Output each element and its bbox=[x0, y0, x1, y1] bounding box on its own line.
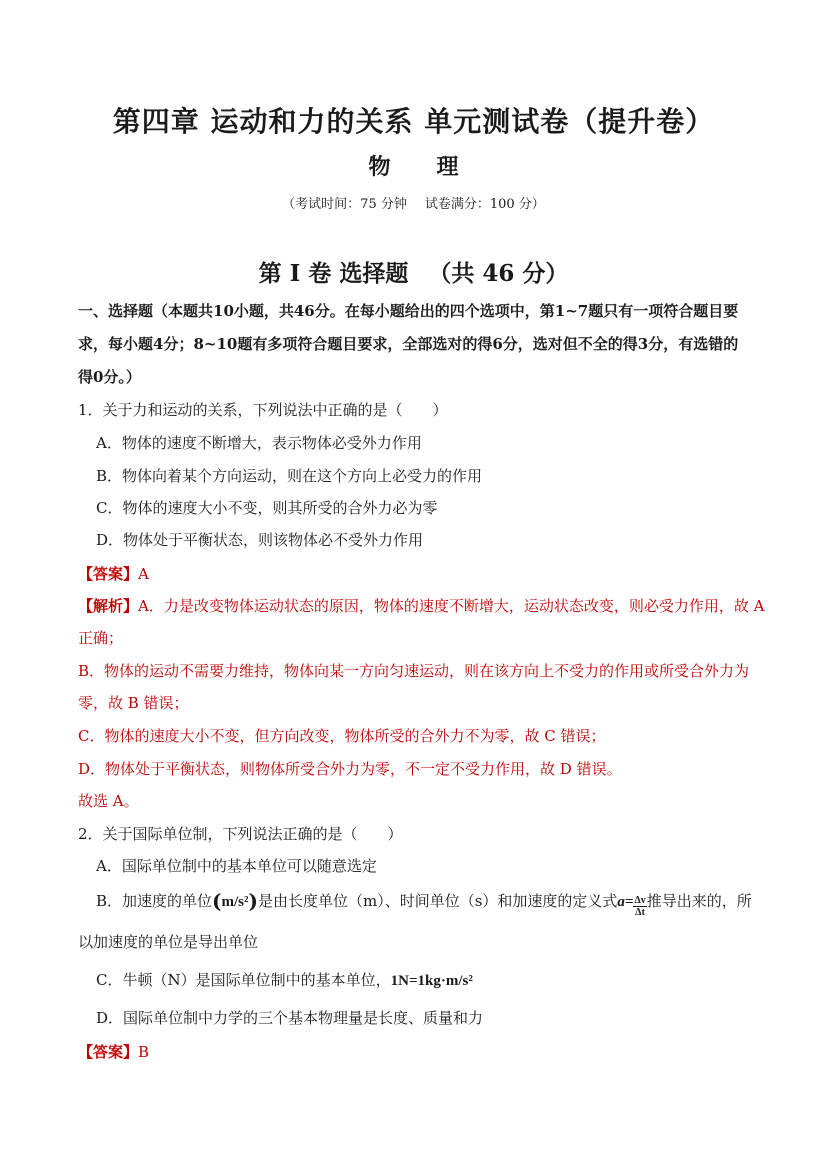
q1-option-a: A．物体的速度不断增大，表示物体必受外力作用 bbox=[96, 434, 422, 452]
paren-close: ) bbox=[248, 889, 258, 913]
instructions-line-3: 得0分。） bbox=[78, 368, 141, 386]
q1-option-c: C．物体的速度大小不变，则其所受的合外力必为零 bbox=[96, 499, 438, 517]
q1-stem: 1．关于力和运动的关系，下列说法中正确的是（ ） bbox=[78, 401, 448, 419]
q2-stem: 2．关于国际单位制，下列说法正确的是（ ） bbox=[78, 825, 403, 843]
q2-answer bbox=[78, 1041, 149, 1062]
q2-option-b-unit: m/s² bbox=[221, 894, 249, 910]
q1-option-b: B．物体向着某个方向运动，则在这个方向上必受力的作用 bbox=[96, 467, 483, 485]
exam-info bbox=[0, 193, 827, 212]
section-title-points: （共 46 分） bbox=[428, 260, 569, 287]
section-title-main: 第 Ⅰ 卷 选择题 bbox=[258, 260, 409, 287]
q2-option-b-line-1 bbox=[96, 889, 752, 918]
q1-analysis-a-line-1 bbox=[78, 595, 764, 616]
q2-option-c-pre: C．牛顿（N）是国际单位制中的基本单位， bbox=[96, 971, 391, 989]
q2-formula-numerator: Δv bbox=[634, 895, 646, 906]
q1-analysis-label: 【解析】 bbox=[78, 597, 139, 615]
q1-answer bbox=[78, 563, 149, 584]
q2-option-a: A．国际单位制中的基本单位可以随意选定 bbox=[96, 857, 377, 875]
q1-answer-label: 【答案】 bbox=[78, 565, 139, 583]
q1-answer-value: A bbox=[138, 565, 149, 583]
subject-title bbox=[0, 150, 827, 181]
q2-formula-lhs: a= bbox=[617, 894, 634, 910]
q2-answer-value: B bbox=[138, 1043, 150, 1061]
q2-formula-fraction bbox=[633, 895, 646, 918]
q1-conclusion: 故选 A。 bbox=[78, 792, 139, 810]
subject-char-2: 理 bbox=[436, 154, 459, 180]
q1-analysis-a-line-2: 正确； bbox=[78, 629, 124, 647]
section-title bbox=[0, 255, 827, 288]
q2-option-b-mid: 是由长度单位（m）、时间单位（s）和加速度的定义式 bbox=[257, 892, 618, 910]
paren-open: ( bbox=[212, 889, 222, 913]
q1-analysis-a-text: A．力是改变物体运动状态的原因，物体的速度不断增大，运动状态改变，则必受力作用，故 A bbox=[138, 597, 765, 615]
q2-option-b-pre: B．加速度的单位 bbox=[96, 892, 213, 910]
instructions-line-1: 一、选择题（本题共10小题，共46分。在每小题给出的四个选项中，第1~7题只有一项符合题目要 bbox=[78, 302, 739, 320]
q1-analysis-b-line-2: 零，故 B 错误； bbox=[78, 694, 189, 712]
q1-analysis-d: D．物体处于平衡状态，则物体所受合外力为零，不一定不受力作用，故 D 错误。 bbox=[78, 760, 622, 778]
q2-formula-denominator: Δt bbox=[635, 907, 645, 918]
exam-score: 试卷满分：100 分） bbox=[424, 197, 545, 212]
q2-option-b-line-2: 以加速度的单位是导出单位 bbox=[78, 933, 259, 951]
q2-option-b-post: 推导出来的，所 bbox=[646, 892, 752, 910]
exam-time: （考试时间：75 分钟 bbox=[282, 197, 407, 212]
q2-option-d: D．国际单位制中力学的三个基本物理量是长度、质量和力 bbox=[96, 1009, 484, 1027]
q2-option-c-formula: 1N=1kg·m/s² bbox=[390, 973, 473, 989]
page-title: 第四章 运动和力的关系 单元测试卷（提升卷） bbox=[112, 105, 715, 138]
q1-analysis-c: C．物体的速度大小不变，但方向改变，物体所受的合外力不为零，故 C 错误； bbox=[78, 727, 606, 745]
q2-option-c bbox=[96, 969, 473, 990]
q2-answer-label: 【答案】 bbox=[78, 1043, 139, 1061]
q1-analysis-b-line-1: B．物体的运动不需要力维持，物体向某一方向匀速运动，则在该方向上不受力的作用或所受合外力为 bbox=[78, 662, 750, 680]
instructions-line-2: 求，每小题4分；8~10题有多项符合题目要求，全部选对的得6分，选对但不全的得3分，有选错的 bbox=[78, 335, 739, 353]
q1-option-d: D．物体处于平衡状态，则该物体必不受外力作用 bbox=[96, 531, 424, 549]
subject-char-1: 物 bbox=[368, 154, 391, 180]
